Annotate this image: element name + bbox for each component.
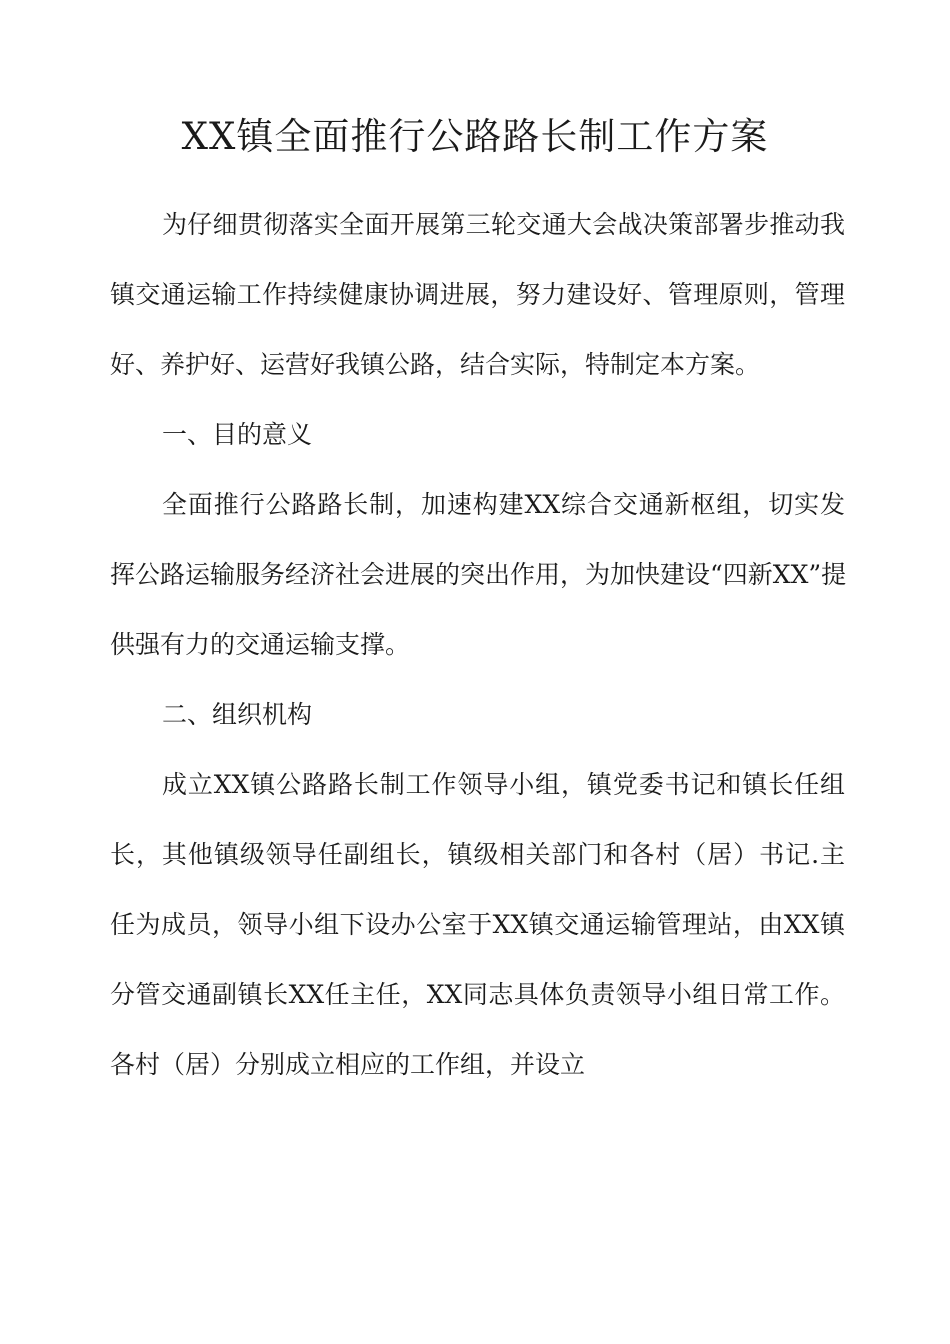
section-1-heading: 一、目的意义 <box>162 420 313 449</box>
section-1-line-1: 全面推行公路路长制，加速构建XX综合交通新枢组，切实发 <box>162 490 845 519</box>
intro-line-1: 为仔细贯彻落实全面开展第三轮交通大会战决策部署步推动我 <box>162 210 845 239</box>
section-1-line-2: 挥公路运输服务经济社会进展的突出作用，为加快建设“四新XX”提 <box>110 560 847 589</box>
section-2-line-4: 分管交通副镇长XX任主任，XX同志具体负责领导小组日常工作。 <box>110 980 845 1009</box>
section-2-line-2: 长，其他镇级领导任副组长，镇级相关部门和各村（居）书记.主 <box>110 840 845 869</box>
intro-line-2: 镇交通运输工作持续健康协调进展，努力建设好、管理原则，管理 <box>110 280 845 309</box>
section-2-heading: 二、组织机构 <box>162 700 313 729</box>
document-title: XX镇全面推行公路路长制工作方案 <box>181 115 769 158</box>
intro-line-3: 好、养护好、运营好我镇公路，结合实际，特制定本方案。 <box>110 350 761 379</box>
section-2-line-5: 各村（居）分别成立相应的工作组，并设立 <box>110 1050 586 1079</box>
section-2-line-1: 成立XX镇公路路长制工作领导小组，镇党委书记和镇长任组 <box>162 770 845 799</box>
section-1-line-3: 供强有力的交通运输支撑。 <box>110 630 411 659</box>
section-2-line-3: 任为成员，领导小组下设办公室于XX镇交通运输管理站，由XX镇 <box>110 910 845 939</box>
